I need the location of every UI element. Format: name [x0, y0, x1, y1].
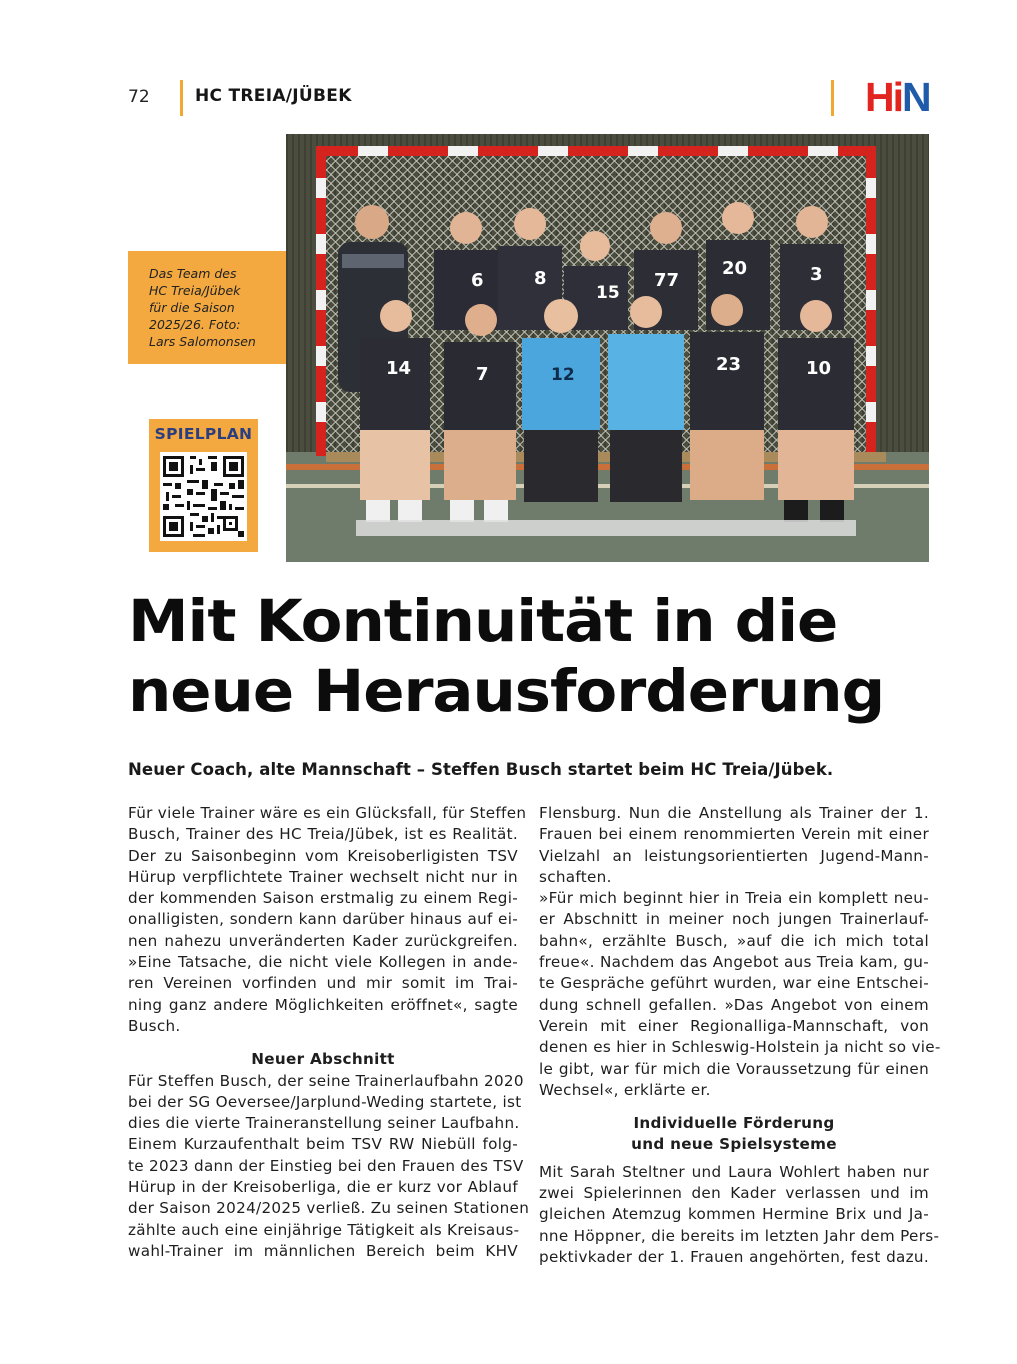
- caption-line: Lars Salomonsen: [149, 334, 256, 349]
- text-line: nne Höppner, die bereits im letzten Jahr dem Pers-: [539, 1226, 940, 1245]
- text-line: Verein mit einer Regionalliga-Mannschaft, von: [539, 1016, 929, 1035]
- text-line: te 2023 dann der Einstieg bei den Frauen des TSV: [128, 1156, 524, 1175]
- text-line: Für Steffen Busch, der seine Trainerlaufbahn 2020: [128, 1071, 524, 1090]
- jersey-20: 20: [722, 258, 748, 279]
- logo-letter-n: N: [902, 74, 930, 120]
- text-line: onalligisten, sondern kann darüber hinaus auf ei-: [128, 910, 518, 929]
- text-line: denen es hier in Schleswig-Holstein ja nicht so vie-: [539, 1038, 941, 1057]
- text-line: Frauen bei einem renommierten Verein mit einer: [539, 825, 929, 844]
- text-line: le gibt, war für mich die Voraussetzung für einen: [539, 1059, 929, 1078]
- subheading-neue-spielsysteme: und neue Spielsysteme: [631, 1135, 837, 1154]
- page-number: 72: [128, 87, 150, 107]
- jersey-12: 12: [551, 365, 575, 385]
- caption-line: für die Saison: [149, 300, 235, 315]
- text-line: der kommenden Saison erstmalig zu einem Regi-: [128, 889, 518, 908]
- team-photo: [286, 134, 929, 562]
- caption-line: Das Team des: [149, 266, 237, 281]
- text-line: ren Vereinen vorfinden und mir somit im Trai-: [128, 974, 518, 993]
- text-line: Hürup in der Kreisoberliga, die er kurz vor Ablauf: [128, 1178, 518, 1197]
- text-line: schaften.: [539, 867, 612, 886]
- text-line: te Gespräche geführt wurden, war eine Entschei-: [539, 974, 929, 993]
- jersey-6: 6: [471, 270, 484, 291]
- header-divider: [180, 80, 183, 116]
- text-line: Hürup verpflichtete Trainer wechselt nicht nur in: [128, 867, 518, 886]
- text-line: dies die vierte Traineranstellung seiner Laufbahn.: [128, 1114, 520, 1133]
- text-line: Für viele Trainer wäre es ein Glücksfall, für Steffen: [128, 804, 527, 822]
- jersey-14: 14: [386, 358, 412, 379]
- logo-letter-i: i: [892, 74, 903, 120]
- logo-divider: [831, 80, 834, 116]
- jersey-23: 23: [716, 354, 742, 375]
- jersey-7: 7: [476, 364, 489, 385]
- text-line: er Abschnitt in meiner noch jungen Trainerlauf-: [539, 910, 929, 929]
- article-column-1: [128, 803, 530, 1262]
- subheading-neuer-abschnitt: Neuer Abschnitt: [251, 1050, 395, 1069]
- text-line: gleichen Atemzug kommen Hermine Brix und Ja-: [539, 1205, 929, 1224]
- text-line: zwei Spielerinnen den Kader verlassen und im: [539, 1184, 929, 1203]
- qr-code[interactable]: [160, 452, 247, 541]
- text-line: Einem Kurzaufenthalt beim TSV RW Niebüll folg-: [128, 1135, 518, 1154]
- caption-line: 2025/26. Foto:: [149, 317, 241, 332]
- headline-line-2: neue Herausforderung: [128, 657, 885, 725]
- logo-letter-h: H: [865, 74, 893, 120]
- hin-logo: [865, 76, 931, 118]
- text-line: der Saison 2024/2025 verließ. Zu seinen Stationen: [128, 1199, 530, 1218]
- caption-line: HC Treia/Jübek: [149, 283, 241, 298]
- text-line: dung schnell gefallen. »Das Angebot von einem: [539, 995, 929, 1014]
- subheading-individuelle-foerderung: Individuelle Förderung: [633, 1114, 835, 1133]
- section-title: HC TREIA/JÜBEK: [195, 86, 352, 106]
- jersey-8: 8: [534, 268, 547, 289]
- text-line: Vielzahl an leistungsorientierten Jugend-Mann-: [539, 846, 929, 865]
- text-line: Mit Sarah Steltner und Laura Wohlert haben nur: [539, 1162, 929, 1181]
- jersey-3: 3: [810, 264, 823, 285]
- subheadline: Neuer Coach, alte Mannschaft – Steffen Busch startet beim HC Treia/Jübek.: [128, 760, 834, 779]
- spielplan-label: SPIELPLAN: [154, 425, 253, 443]
- headline: [128, 586, 1017, 726]
- text-line: bahn«, erzählte Busch, »auf die ich mich total: [539, 931, 929, 950]
- text-line: Flensburg. Nun die Anstellung als Trainer der 1.: [539, 804, 929, 822]
- jersey-15: 15: [596, 283, 620, 303]
- text-line: Wechsel«, erklärte er.: [539, 1080, 711, 1099]
- text-line: Busch.: [128, 1016, 181, 1035]
- text-line: »Für mich beginnt hier in Treia ein komplett neu-: [539, 889, 929, 908]
- text-line: pektivkader der 1. Frauen angehörten, fest dazu.: [539, 1247, 929, 1266]
- text-line: freue«. Nachdem das Angebot aus Treia kam, gu-: [539, 953, 929, 972]
- text-line: ning ganz andere Möglichkeiten eröffnet«, sagte: [128, 995, 518, 1014]
- text-line: Busch, Trainer des HC Treia/Jübek, ist es Realität.: [128, 825, 518, 844]
- jersey-77: 77: [654, 270, 680, 291]
- text-line: bei der SG Oeversee/Jarplund-Weding startete, ist: [128, 1092, 522, 1111]
- text-line: Der zu Saisonbeginn vom Kreisoberligisten TSV: [128, 846, 518, 865]
- text-line: wahl-Trainer im männlichen Bereich beim KHV: [128, 1241, 518, 1260]
- text-line: »Eine Tatsache, die nicht viele Kollegen in ande-: [128, 953, 518, 972]
- jersey-10: 10: [806, 358, 832, 379]
- text-line: nen nahezu unveränderten Kader zurückgreifen.: [128, 931, 518, 950]
- article-column-2: [539, 803, 941, 1268]
- headline-line-1: Mit Kontinuität in die: [128, 587, 838, 655]
- photo-caption: [149, 265, 277, 350]
- text-line: zählte auch eine einjährige Tätigkeit als Kreisaus-: [128, 1220, 520, 1239]
